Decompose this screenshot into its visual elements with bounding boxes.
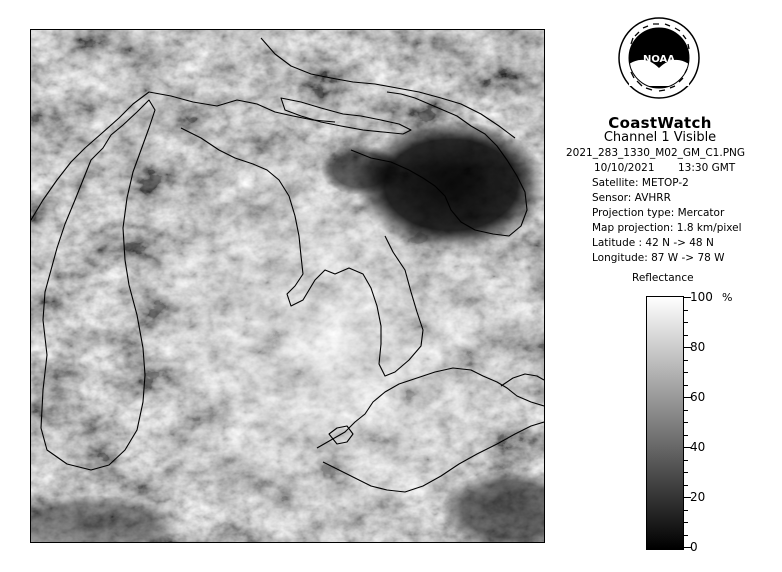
colorbar-unit: % [722,291,733,304]
colorbar-tick-5 [683,535,688,536]
satellite-image [30,29,545,543]
subtitle: Channel 1 Visible [603,130,717,145]
clear-water-dark-region-2 [321,145,401,195]
satellite: Satellite: METOP-2 [592,177,689,189]
longitude-range: Longitude: 87 W -> 78 W [592,252,725,264]
noaa-logo [617,16,701,100]
colorbar-tick-label-60: 60 [690,390,706,404]
latitude-range: Latitude : 42 N -> 48 N [592,237,714,249]
map-projection: Map projection: 1.8 km/pixel [592,222,742,234]
colorbar-tick-70 [683,372,688,373]
colorbar-tick-65 [683,385,688,386]
satellite-map-svg [31,30,544,542]
colorbar-tick-85 [683,335,688,336]
colorbar-tick-45 [683,435,688,436]
title: CoastWatch [608,114,712,132]
colorbar-tick-30 [683,472,688,473]
colorbar-tick-label-40: 40 [690,440,706,454]
projection-type: Projection type: Mercator [592,207,725,219]
filename: 2021_283_1330_M02_GM_C1.PNG [566,147,746,159]
colorbar-tick-label-100: 100 [690,290,713,304]
colorbar-label: Reflectance [632,272,694,284]
colorbar-tick-label-80: 80 [690,340,706,354]
colorbar-tick-10 [683,522,688,523]
colorbar-tick-25 [683,485,688,486]
colorbar-tick-50 [683,422,688,423]
reflectance-colorbar [646,296,684,550]
colorbar-tick-label-0: 0 [690,540,698,554]
colorbar-tick-15 [683,510,688,511]
colorbar-tick-75 [683,360,688,361]
logo-text: NOAA [642,54,676,65]
colorbar-tick-55 [683,410,688,411]
colorbar-tick-35 [683,460,688,461]
sensor: Sensor: AVHRR [592,192,671,204]
colorbar-tick-90 [683,322,688,323]
time: 13:30 GMT [678,162,736,174]
date: 10/10/2021 [594,162,655,174]
colorbar-tick-label-20: 20 [690,490,706,504]
colorbar-tick-95 [683,310,688,311]
